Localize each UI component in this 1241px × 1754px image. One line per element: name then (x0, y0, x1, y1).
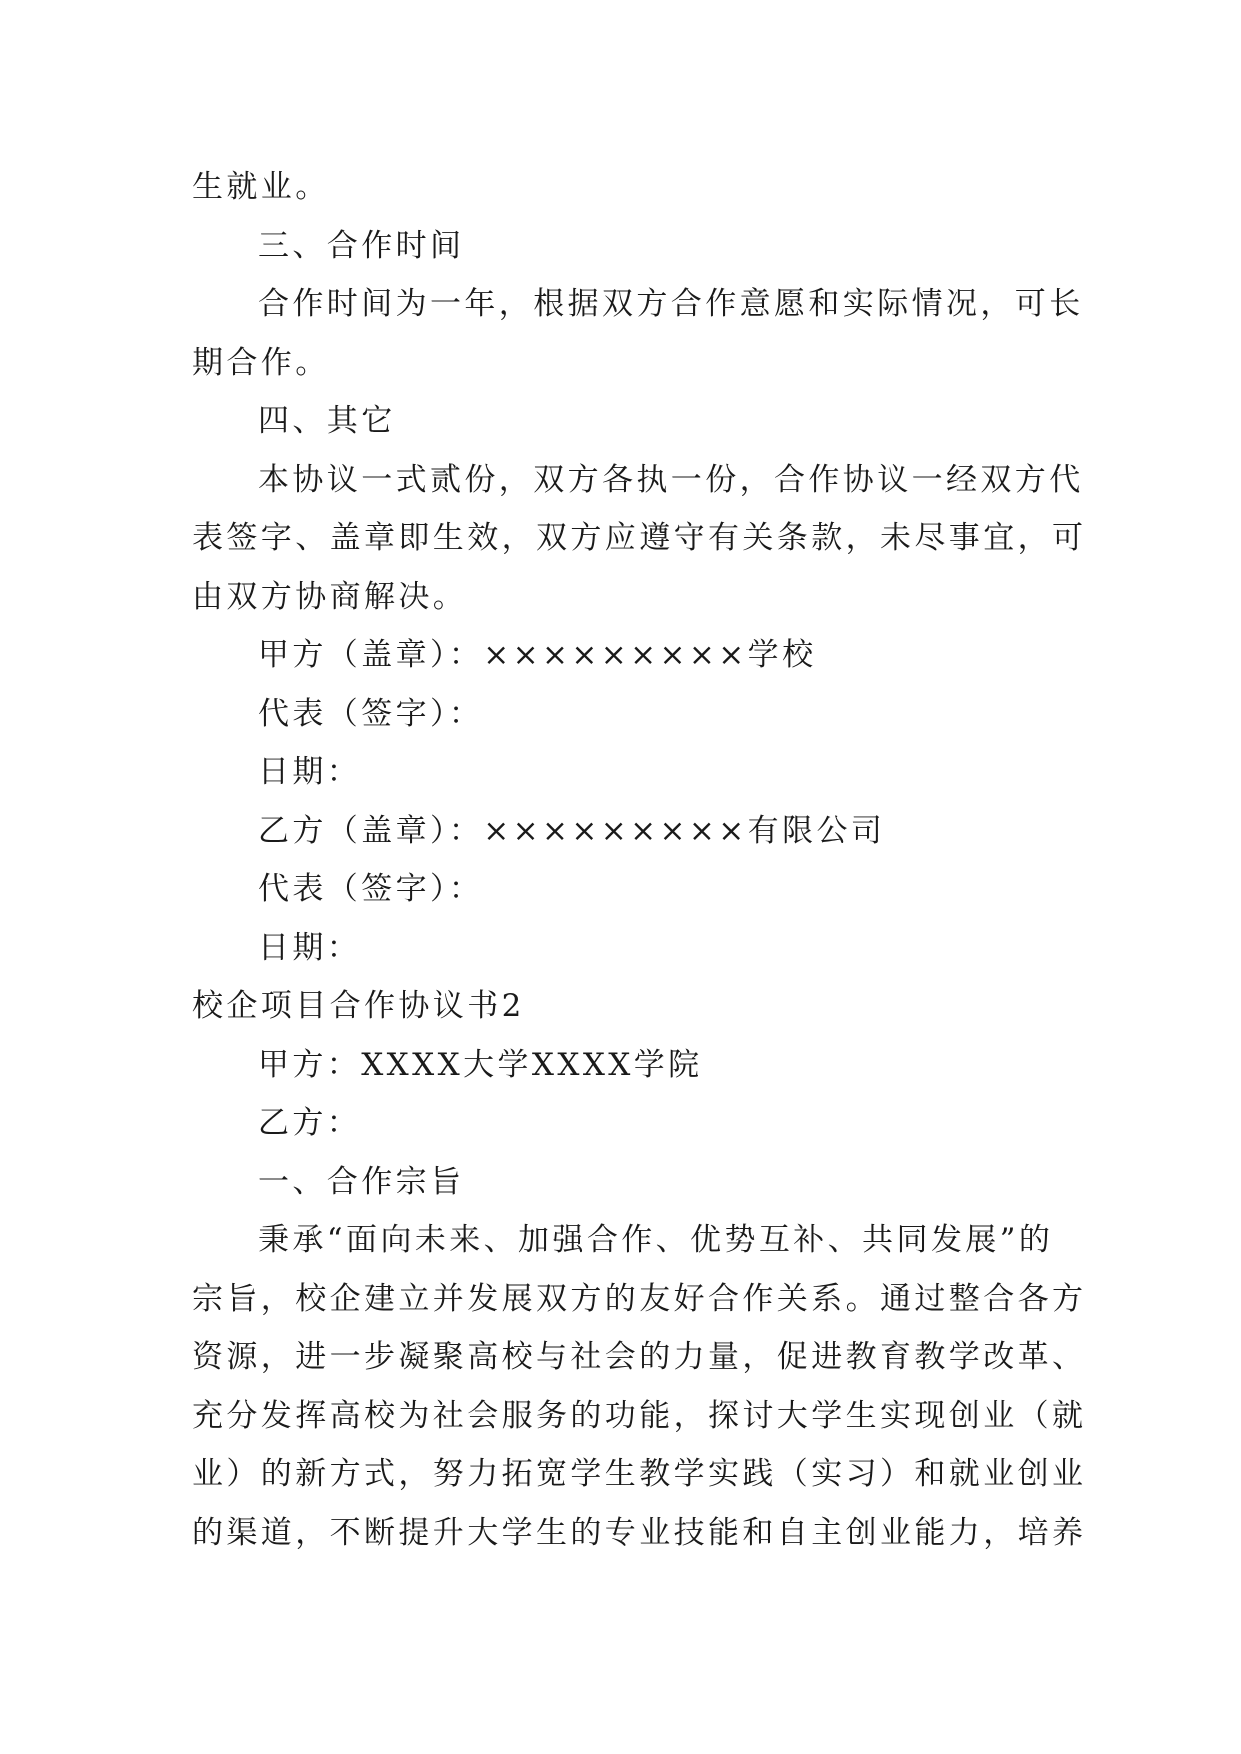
text-line: 宗旨，校企建立并发展双方的友好合作关系。通过整合各方 (192, 1280, 1087, 1317)
representative-signature-line: 代表（签字）： (258, 695, 484, 732)
text-line: 充分发挥高校为社会服务的功能，探讨大学生实现创业（就 (192, 1397, 1087, 1434)
section-heading-other: 四、其它 (258, 403, 396, 439)
section-heading-purpose: 一、合作宗旨 (258, 1163, 465, 1200)
agreement-title: 校企项目合作协议书2 (192, 988, 525, 1024)
date-line: 日期： (258, 929, 362, 966)
section-heading-cooperation-time: 三、合作时间 (258, 227, 465, 264)
party-b-seal-line: 乙方（盖章）：×××××××××有限公司 (258, 812, 886, 849)
text-line: 期合作。 (192, 344, 330, 381)
text-line: 秉承“面向未来、加强合作、优势互补、共同发展”的 (258, 1222, 1054, 1258)
date-line: 日期： (258, 754, 362, 790)
text-line: 的渠道，不断提升大学生的专业技能和自主创业能力，培养 (192, 1514, 1087, 1551)
party-b-line: 乙方： (258, 1105, 362, 1141)
text-line: 合作时间为一年，根据双方合作意愿和实际情况，可长 (258, 286, 1084, 322)
party-a-line: 甲方：XXXX大学XXXX学院 (258, 1046, 703, 1083)
text-line: 生就业。 (192, 169, 330, 205)
text-line: 表签字、盖章即生效，双方应遵守有关条款，未尽事宜，可 (192, 520, 1087, 556)
text-line: 业）的新方式，努力拓宽学生教学实践（实习）和就业创业 (192, 1456, 1087, 1492)
text-line: 由双方协商解决。 (192, 578, 468, 615)
text-line: 资源，进一步凝聚高校与社会的力量，促进教育教学改革、 (192, 1339, 1087, 1375)
representative-signature-line: 代表（签字）： (258, 871, 484, 907)
document-body (192, 158, 1087, 1562)
text-line: 本协议一式贰份，双方各执一份，合作协议一经双方代 (258, 461, 1084, 498)
party-a-seal-line: 甲方（盖章）：×××××××××学校 (258, 637, 817, 673)
